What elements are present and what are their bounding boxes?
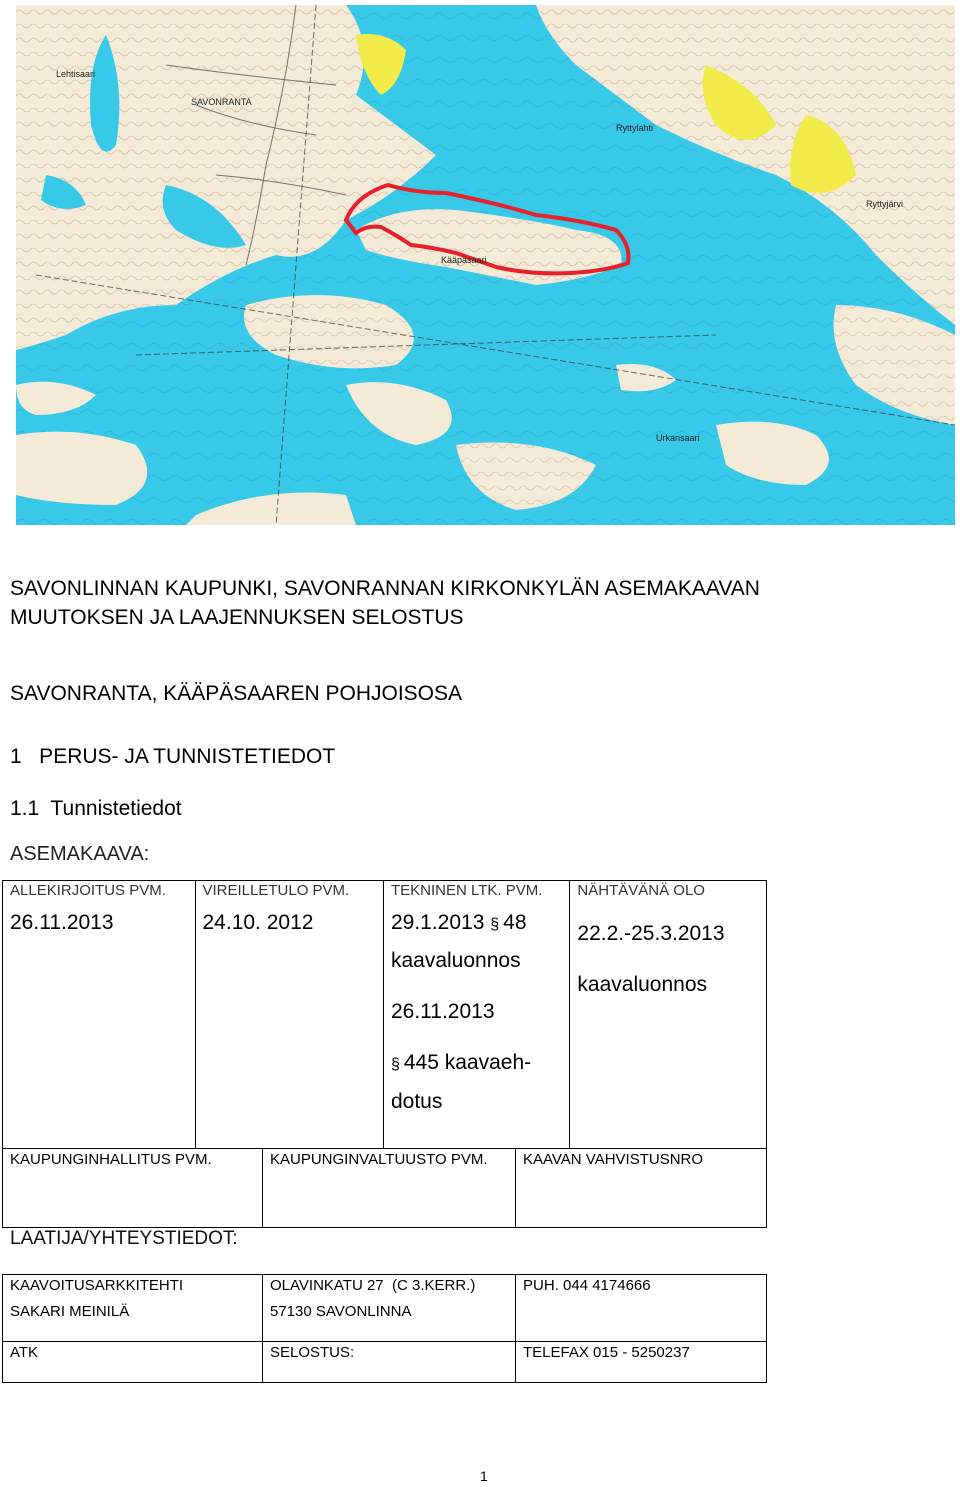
- cell-phone: [516, 1275, 767, 1342]
- location-map: [16, 5, 955, 525]
- kaupunginhallitus-label: KAUPUNGINHALLITUS PVM.: [10, 1151, 212, 1168]
- author-name: SAKARI MEINILÄ: [10, 1303, 130, 1320]
- cell-kaupunginvaltuusto: [263, 1149, 516, 1228]
- document-subtitle: SAVONRANTA, KÄÄPÄSAAREN POHJOISOSA: [10, 682, 463, 705]
- section-heading: 1 PERUS- JA TUNNISTETIEDOT: [10, 745, 336, 768]
- document-title-line1: SAVONLINNAN KAUPUNKI, SAVONRANNAN KIRKONKYLÄN ASEMAKAAVAN: [10, 577, 760, 600]
- map-label-ryttylahti: Ryttylahti: [616, 123, 654, 133]
- laatija-label: LAATIJA/YHTEYSTIEDOT:: [10, 1228, 238, 1249]
- cell-allekirjoitus: [3, 881, 196, 1149]
- cell-address: [263, 1275, 516, 1342]
- cell-vahvistusnro: [516, 1149, 767, 1228]
- asemakaava-label: ASEMAKAAVA:: [10, 843, 150, 865]
- telefax-number: TELEFAX 015 - 5250237: [523, 1344, 690, 1361]
- author-role: KAAVOITUSARKKITEHTI: [10, 1277, 184, 1294]
- cell-author: [3, 1275, 263, 1342]
- map-label-urkansaari: Urkansaari: [656, 433, 700, 443]
- cell-telefax: [516, 1342, 767, 1383]
- address-line2: 57130 SAVONLINNA: [270, 1303, 412, 1320]
- map-label-ryttyjarvi: Ryttyjärvi: [866, 199, 904, 209]
- tekninen-dotus: dotus: [390, 1090, 443, 1113]
- map-label-savonranta: SAVONRANTA: [191, 97, 252, 107]
- tekninen-label: TEKNINEN LTK. PVM.: [390, 882, 543, 899]
- tekninen-paragraph: 48: [503, 911, 527, 934]
- cell-nahtavana: [570, 881, 767, 1149]
- allekirjoitus-value: 26.11.2013: [10, 911, 114, 934]
- cell-kaupunginhallitus: [3, 1149, 263, 1228]
- tekninen-kaavaehdotus: 445 kaavaeh-: [403, 1051, 532, 1074]
- allekirjoitus-label: ALLEKIRJOITUS PVM.: [10, 882, 166, 899]
- cell-selostus: [263, 1342, 516, 1383]
- section-symbol: §: [490, 916, 500, 933]
- vireilletulo-value: 24.10. 2012: [202, 911, 314, 934]
- tekninen-kaavaluonnos: kaavaluonnos: [390, 949, 521, 972]
- nahtavana-value: 22.2.-25.3.2013: [577, 922, 725, 945]
- document-title-line2: MUUTOKSEN JA LAAJENNUKSEN SELOSTUS: [10, 606, 464, 629]
- nahtavana-label: NÄHTÄVÄNÄ OLO: [577, 882, 705, 899]
- address-line1: OLAVINKATU 27 (C 3.KERR.): [270, 1277, 476, 1294]
- cell-tekninen: [383, 881, 569, 1149]
- section-symbol-2: §: [390, 1056, 400, 1073]
- cell-vireilletulo: [195, 881, 383, 1149]
- contact-table: [2, 1274, 767, 1383]
- selostus-label: SELOSTUS:: [270, 1344, 355, 1361]
- map-label-kaapasaari: Kääpäsaari: [441, 255, 487, 265]
- kaupunginvaltuusto-label: KAUPUNGINVALTUUSTO PVM.: [270, 1151, 488, 1168]
- tekninen-date: 29.1.2013: [390, 911, 485, 934]
- plan-dates-table: [2, 880, 767, 1149]
- phone-number: PUH. 044 4174666: [523, 1277, 651, 1294]
- tekninen-date2: 26.11.2013: [390, 1000, 495, 1023]
- nahtavana-kaavaluonnos: kaavaluonnos: [577, 973, 708, 996]
- atk-label: ATK: [10, 1344, 39, 1361]
- approval-table: [2, 1148, 767, 1228]
- vireilletulo-label: VIREILLETULO PVM.: [202, 882, 350, 899]
- cell-atk: [3, 1342, 263, 1383]
- map-graphic: [16, 5, 955, 525]
- map-label-lehtisaari: Lehtisaari: [56, 69, 96, 79]
- subsection-heading: 1.1 Tunnistetiedot: [10, 797, 182, 820]
- page-number: 1: [480, 1468, 488, 1484]
- vahvistusnro-label: KAAVAN VAHVISTUSNRO: [523, 1151, 704, 1168]
